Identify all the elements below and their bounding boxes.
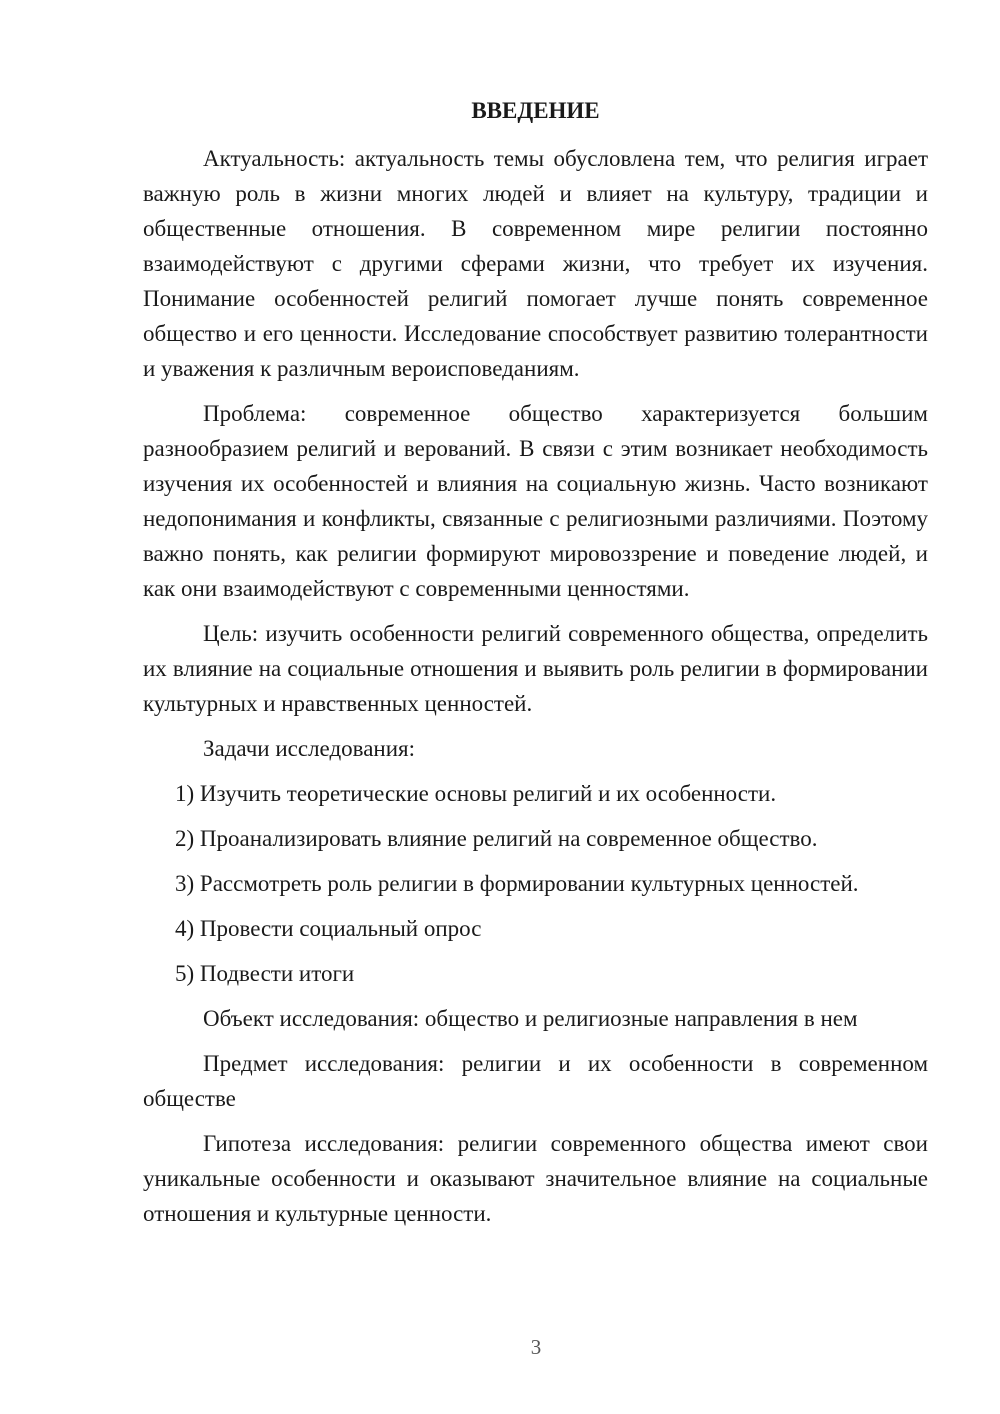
problem-paragraph: Проблема: современное общество характеризуется большим разнообразием религий и верований. В связи с этим возникает необходимость изучения их особенностей и влияния на социальную жизнь. Часто возникают недопонимания и конфликты, связанные с религиозными различиями. Поэтому важно понять, как религии формируют мировоззрение и поведение людей, и как они взаимодействуют с современными ценностями.	[143, 401, 928, 601]
page-content	[143, 95, 928, 1241]
goal-paragraph: Цель: изучить особенности религий современного общества, определить их влияние на социальные отношения и выявить роль религии в формировании культурных и нравственных ценностей.	[143, 621, 928, 716]
task-item: 1) Изучить теоретические основы религий и их особенности.	[175, 781, 777, 806]
object-paragraph: Объект исследования: общество и религиозные направления в нем	[203, 1006, 858, 1031]
subject-paragraph: Предмет исследования: религии и их особенности в современном обществе	[143, 1051, 928, 1111]
section-heading: ВВЕДЕНИЕ	[471, 98, 600, 123]
hypothesis-paragraph: Гипотеза исследования: религии современного общества имеют свои уникальные особенности и оказывают значительное влияние на социальные отношения и культурные ценности.	[143, 1131, 928, 1226]
tasks-list	[143, 776, 928, 991]
relevance-paragraph: Актуальность: актуальность темы обусловлена тем, что религия играет важную роль в жизни многих людей и влияет на культуру, традиции и общественные отношения. В современном мире религии постоянно взаимодействуют с другими сферами жизни, что требует их изучения. Понимание особенностей религий помогает лучше понять современное общество и его ценности. Исследование способствует развитию толерантности и уважения к различным вероисповеданиям.	[143, 146, 928, 381]
page-number: 3	[530, 1335, 542, 1359]
task-item: 5) Подвести итоги	[175, 961, 355, 986]
tasks-title: Задачи исследования:	[203, 736, 416, 761]
task-item: 2) Проанализировать влияние религий на современное общество.	[175, 826, 818, 851]
task-item: 4) Провести социальный опрос	[175, 916, 482, 941]
task-item: 3) Рассмотреть роль религии в формировании культурных ценностей.	[175, 871, 859, 896]
